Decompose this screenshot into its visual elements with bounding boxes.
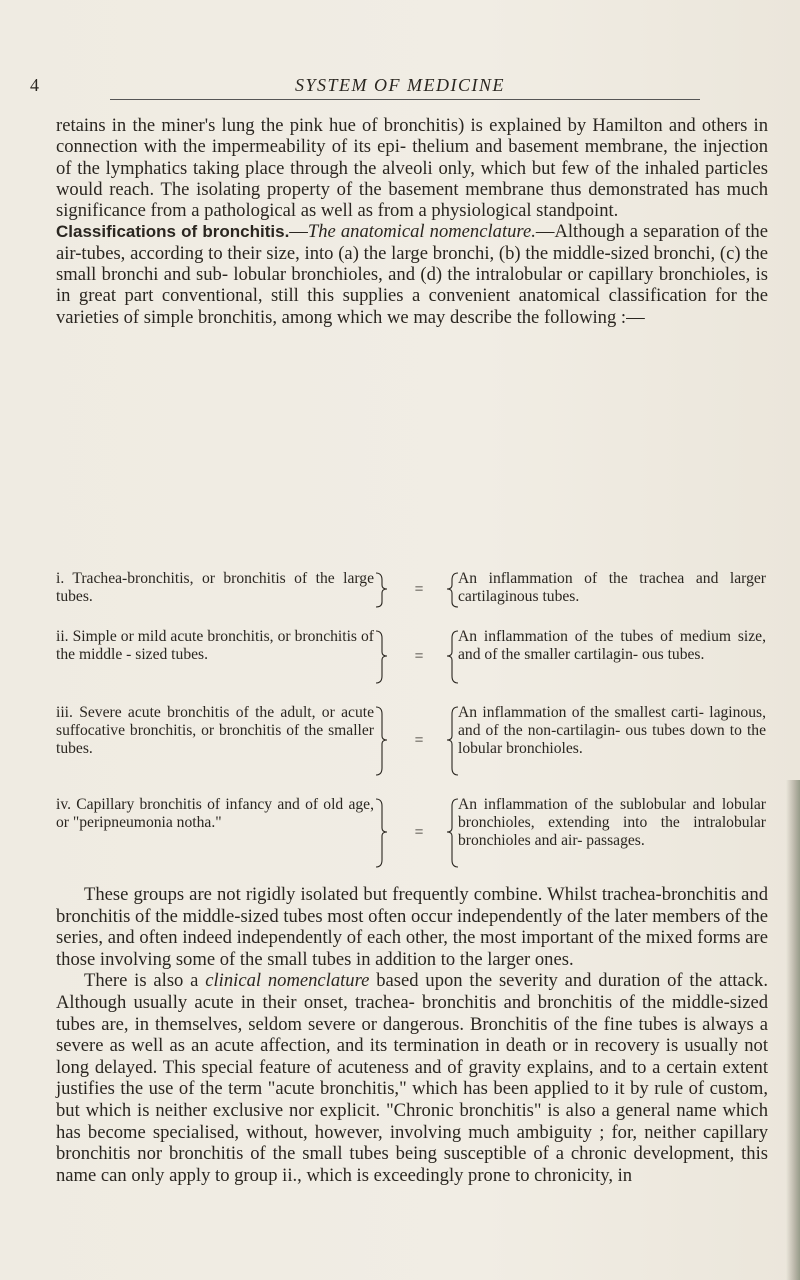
classification-row (56, 796, 768, 870)
page-number: 4 (30, 75, 41, 95)
running-header (30, 73, 770, 97)
classification-text: —Although a separation of the air-tubes, according to their size, into (a) the large bronchi, (b) the middle-sized bronchi, (c) the small bronchi and sub- lobular bronchioles, and (d) the intralobular or capillary bronchioles, is in great part conventional, still this supplies a convenient anatomical classification for the varieties of simple bronchitis, among which we may describe the following :— (56, 221, 768, 328)
paragraph-miner-lung: retains in the miner's lung the pink hue of bronchitis) is explained by Hamilton and others in connection with the impermeability of its epi- thelium and basement membrane, the injection of the lymphatics taking place through the alveoli only, which but few of the inhaled particles would reach. The isolating property of the basement membrane thus demonstrated has much significance from a pathological as well as from a physiological standpoint. (56, 115, 768, 222)
clinical-text: based upon the severity and duration of the attack. Although usually acute in their onset, trachea- bronchitis and bronchitis of the middle-sized tubes are, in themselves, seldom severe or dangerous. Bronchitis of the fine tubes is always a severe as well as an acute affection, and its termination in death or in recovery is usually not long delayed. This special feature of acuteness and of gravity explains, and to a certain extent justifies the use of the term "acute bronchitis," which has been applied to it by rule of custom, but which is neither exclusive nor explicit. "Chronic bronchitis" is also a general name which has become specialised, without, however, involving much ambiguity ; for, neither capillary bronchitis nor bronchitis of the small tubes being susceptible of a chronic development, this name can only apply to group ii., which is exceedingly prone to chronicity, in (56, 970, 768, 1186)
italic-lead: The anatomical nomenclature. (307, 221, 536, 243)
page-edge-shadow (786, 780, 800, 1280)
classification-row (56, 628, 768, 686)
brace-equals (374, 570, 470, 610)
clinical-italic: clinical nomenclature (205, 970, 370, 992)
row-term: iv. Capillary bronchitis of infancy and of old age, or "peripneumonia notha." (56, 796, 374, 831)
row-term: iii. Severe acute bronchitis of the adult, or acute suffocative bronchitis, or bronchitis of the smaller tubes. (56, 704, 374, 757)
row-term: ii. Simple or mild acute bronchitis, or bronchitis of the middle - sized tubes. (56, 628, 374, 663)
row-definition: An inflammation of the smallest carti- laginous, and of the non-cartilagin- ous tubes down to the lobular bronchioles. (458, 704, 766, 757)
body-text-bottom (56, 884, 768, 1186)
classification-row (56, 570, 768, 610)
header-rule (110, 99, 700, 100)
row-definition: An inflammation of the sublobular and lobular bronchioles, extending into the intralobular bronchioles and air- passages. (458, 796, 766, 849)
body-text-top (56, 115, 768, 328)
brace-equals (374, 628, 470, 686)
brace-equals (374, 796, 470, 870)
equals-sign: = (414, 824, 424, 841)
clinical-lead: There is also a (84, 970, 206, 992)
equals-sign: = (414, 732, 424, 749)
paragraph-classifications (56, 221, 768, 327)
equals-sign: = (414, 648, 424, 665)
section-heading: Classifications of bronchitis. (56, 222, 290, 242)
row-definition: An inflammation of the tubes of medium size, and of the smaller cartilagin- ous tubes. (458, 628, 766, 663)
row-term: i. Trachea-bronchitis, or bronchitis of the large tubes. (56, 570, 374, 605)
row-definition: An inflammation of the trachea and larger cartilaginous tubes. (458, 570, 766, 605)
classification-row (56, 704, 768, 778)
running-title: SYSTEM OF MEDICINE (295, 75, 505, 95)
heading-dash: — (289, 221, 308, 243)
paragraph-clinical (56, 970, 768, 1186)
brace-equals (374, 704, 470, 778)
equals-sign: = (414, 581, 424, 598)
paragraph-groups: These groups are not rigidly isolated but frequently combine. Whilst trachea-bronchitis and bronchitis of the middle-sized tubes most often occur independently of the later members of the series, and often indeed independently of each other, the most important of the mixed forms are those involving some of the small tubes in addition to the larger ones. (56, 884, 768, 970)
